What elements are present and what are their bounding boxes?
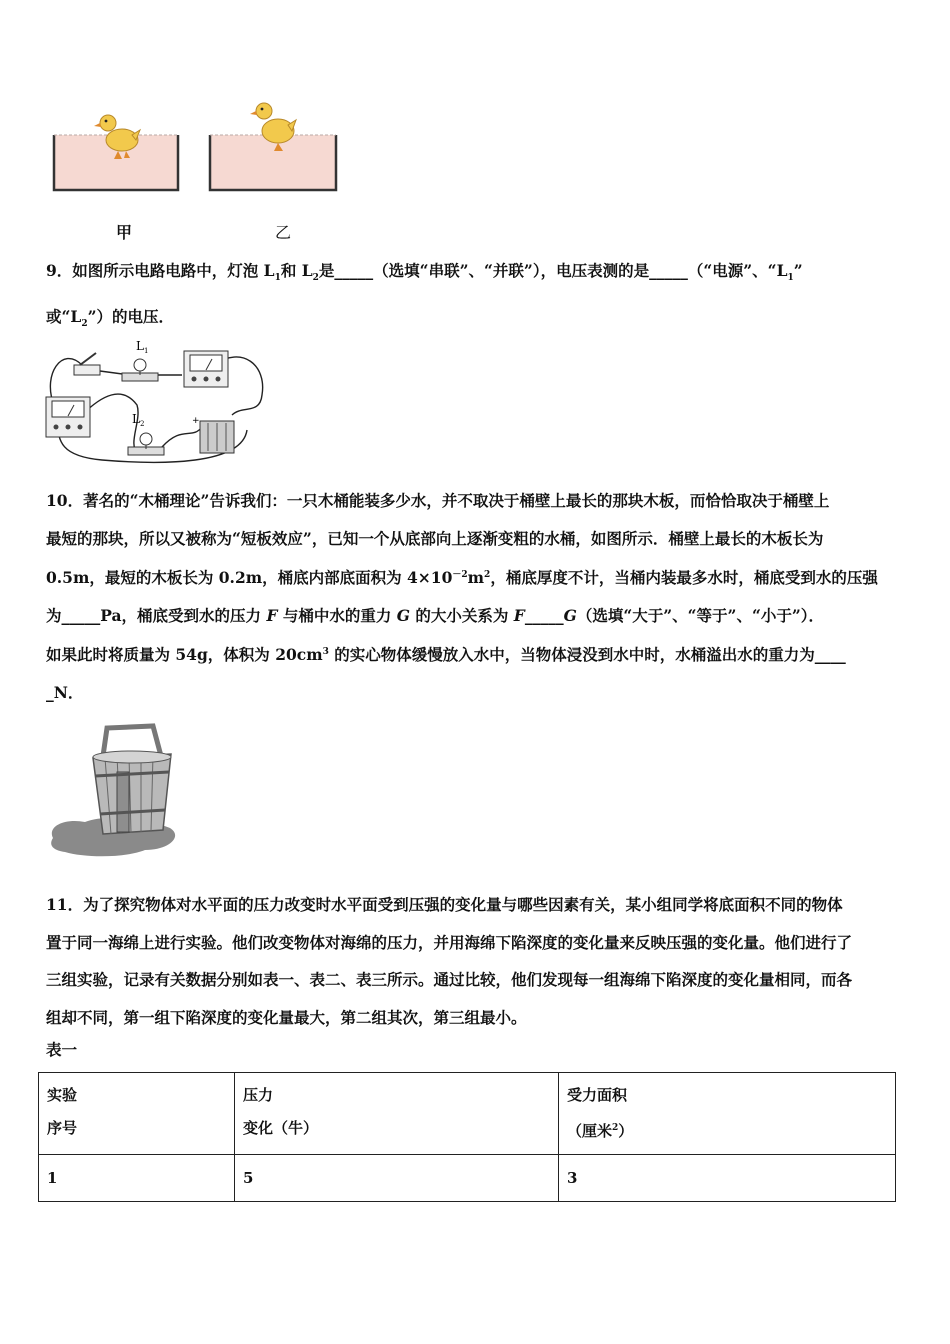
- table-1: [38, 1072, 896, 1202]
- table-cell: 5: [235, 1155, 559, 1202]
- q10-text: [46, 482, 906, 711]
- q11-text: [46, 886, 906, 1036]
- svg-text:+: +: [192, 416, 200, 426]
- table-cell: 3: [559, 1155, 896, 1202]
- caption-jia: 甲: [116, 223, 133, 242]
- ducks-figure: [40, 95, 350, 200]
- q11-line4: 组却不同，第一组下陷深度的变化量最大，第二组其次，第三组最小。: [46, 1007, 527, 1027]
- voltmeter-right-icon: [184, 351, 228, 387]
- header-cell-pressure: 压力 变化（牛）: [235, 1073, 559, 1155]
- q11-line2: 置于同一海绵上进行实验。他们改变物体对海绵的压力，并用海绵下陷深度的变化量来反映压强的变化量。他们进行了: [46, 932, 853, 952]
- q9-line1: 9．如图所示电路电路中，灯泡 $L_1$和 $L_2$是_____（选填“串联”、“并联”），电压表测的是_____（“电源”、“$L_1$”: [46, 261, 803, 284]
- circuit-figure: [42, 335, 267, 465]
- q10-line6: _N．: [46, 682, 84, 702]
- wooden-bucket-icon: [93, 726, 171, 834]
- q10-line4: 为_____Pa，桶底受到水的压力 F 与桶中水的重力 G 的大小关系为 F_____G（选填“大于”、“等于”、“小于”）．: [46, 605, 825, 625]
- header-cell-area: 受力面积 （厘米$^2$）: [559, 1073, 896, 1155]
- q9-line2: 或“$L_2$”）的电压．: [46, 306, 175, 329]
- label-l2: $L_2$: [132, 412, 145, 428]
- q9-text: [46, 252, 906, 343]
- table-header-row: [39, 1073, 896, 1155]
- q10-line5: 如果此时将质量为 54g，体积为 $20cm^3$ 的实心物体缓慢放入水中，当物体浸没到水中时，水桶溢出水的重力为____: [46, 645, 846, 665]
- table-title: 表一: [46, 1040, 78, 1059]
- table-row: [39, 1155, 896, 1202]
- caption-yi: 乙: [275, 223, 292, 242]
- container-yi: [210, 135, 336, 190]
- lamp-l1-icon: [122, 359, 158, 381]
- q10-line2: 最短的那块，所以又被称为“短板效应”，已知一个从底部向上逐渐变粗的水桶，如图所示．桶壁上最长的木板长为: [46, 528, 824, 548]
- q10-line3: 0.5m，最短的木板长为 0.2m，桶底内部底面积为 $4\times 10^{-2}m^2$，桶底厚度不计，当桶内装最多水时，桶底受到水的压强: [46, 568, 878, 588]
- q11-line3: 三组实验，记录有关数据分别如表一、表二、表三所示。通过比较，他们发现每一组海绵下陷深度的变化量相同，而各: [46, 970, 853, 989]
- label-l1: $L_1$: [136, 339, 149, 355]
- battery-icon: [192, 416, 234, 453]
- bucket-figure: [45, 718, 185, 863]
- switch-icon: [74, 353, 100, 375]
- header-cell-serial: 实验 序号: [39, 1073, 235, 1155]
- q10-line1: 10．著名的“木桶理论”告诉我们：一只木桶能装多少水，并不取决于桶壁上最长的那块木板，而恰恰取决于桶壁上: [46, 491, 830, 510]
- q11-line1: 11．为了探究物体对水平面的压力改变时水平面受到压强的变化量与哪些因素有关，某小组同学将底面积不同的物体: [46, 895, 843, 914]
- table-cell: 1: [39, 1155, 235, 1202]
- voltmeter-left-icon: [46, 397, 90, 437]
